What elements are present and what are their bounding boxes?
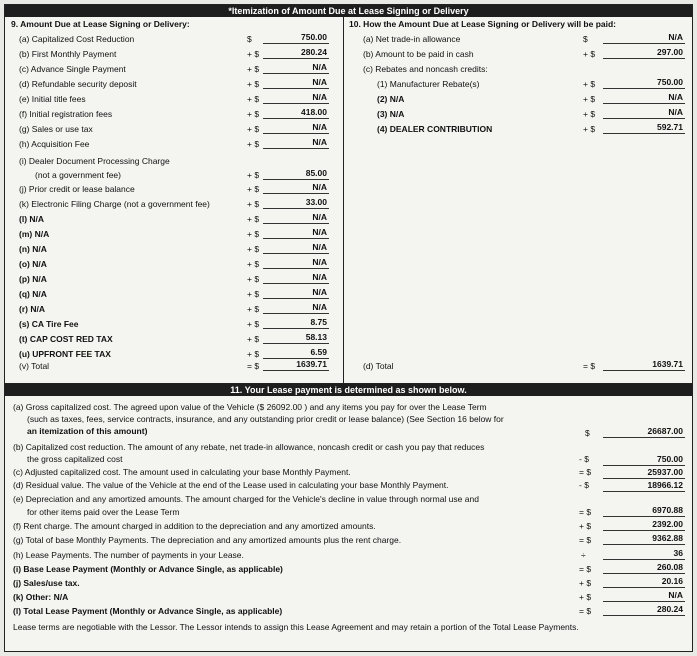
itemization-header <box>5 5 692 17</box>
sec9-row-value: 33.00 <box>305 197 327 207</box>
sec10-row-label: (3) N/A <box>377 109 405 119</box>
s11-g-value: 9362.88 <box>652 533 683 543</box>
s11-b-value: 750.00 <box>657 454 683 464</box>
section10-total-label: (d) Total <box>363 361 394 371</box>
sec10-row-underline <box>603 103 685 104</box>
sec10-row-value: N/A <box>668 107 683 117</box>
sec9-row-underline <box>263 43 329 44</box>
sec9-row-sign: = $ <box>247 361 260 371</box>
sec9-row-label: (g) Sales or use tax <box>19 124 93 134</box>
sec9-row-underline <box>263 73 329 74</box>
sec9-row-underline <box>263 328 329 329</box>
s11-f-sign: + $ <box>579 521 592 531</box>
sec9-row-value: 85.00 <box>305 168 327 178</box>
sec9-row-label: (v) Total <box>19 361 50 371</box>
sec10-row-underline <box>603 88 685 89</box>
s11-d-value: 18966.12 <box>647 480 683 490</box>
s11-d-sign: - $ <box>579 480 589 490</box>
sec9-row-label: (p) N/A <box>19 274 47 284</box>
s11-j-underline <box>603 587 685 588</box>
sec10-row-label: (1) Manufacturer Rebate(s) <box>377 79 480 89</box>
s11-d-line: (d) Residual value. The value of the Vehicle at the end of the Lease used in calculating your base Monthly Payment. <box>13 480 449 490</box>
s11-a-line2: (such as taxes, fees, service contracts, insurance, and any outstanding prior credit or lease balance) (See Section 16 below for <box>27 414 504 424</box>
sec9-row-label: (a) Capitalized Cost Reduction <box>19 34 135 44</box>
sec9-row-sign: + $ <box>247 124 260 134</box>
sec9-row-sign: + $ <box>247 184 260 194</box>
sec9-row-value: N/A <box>312 182 327 192</box>
sec9-row-sign: + $ <box>247 199 260 209</box>
s11-i-sign: = $ <box>579 564 592 574</box>
sec9-row-value: N/A <box>312 242 327 252</box>
sec9-row-label: (r) N/A <box>19 304 45 314</box>
s11-l-line: (l) Total Lease Payment (Monthly or Advance Single, as applicable) <box>13 606 283 616</box>
sec9-row-label: (k) Electronic Filing Charge (not a government fee) <box>19 199 210 209</box>
sec10-row-sign: + $ <box>583 94 596 104</box>
s11-c-underline <box>603 478 685 479</box>
sec9-row-value: N/A <box>312 62 327 72</box>
s11-l-underline <box>603 615 685 616</box>
sec9-row-underline <box>263 343 329 344</box>
s11-a-line1: (a) Gross capitalized cost. The agreed upon value of the Vehicle ($ 26092.00 ) and any items you pay for over the Lease Term <box>13 402 487 412</box>
sec9-row-sign: + $ <box>247 229 260 239</box>
sec10-row-label: (b) Amount to be paid in cash <box>363 49 474 59</box>
sec9-row-sign: + $ <box>247 319 260 329</box>
sec10-row-label: (c) Rebates and noncash credits: <box>363 64 488 74</box>
sec9-row-value: 280.24 <box>301 47 327 57</box>
sec9-row-sign: + $ <box>247 139 260 149</box>
s11-i-value: 260.08 <box>657 562 683 572</box>
s11-j-value: 20.16 <box>661 576 683 586</box>
sec9-row-sign: + $ <box>247 349 260 359</box>
sec9-row-value: N/A <box>312 212 327 222</box>
s11-c-sign: = $ <box>579 467 592 477</box>
sec9-row-label: (j) Prior credit or lease balance <box>19 184 135 194</box>
s11-g-sign: = $ <box>579 535 592 545</box>
s11-e-line1: (e) Depreciation and any amortized amounts. The amount charged for the Vehicle's decline in value through normal use and <box>13 494 479 504</box>
sec9-row-label: (d) Refundable security deposit <box>19 79 137 89</box>
s11-e-sign: = $ <box>579 507 592 517</box>
sec10-row-sign: + $ <box>583 49 596 59</box>
sec10-row-value: 297.00 <box>657 47 683 57</box>
sec10-row-value: 592.71 <box>657 122 683 132</box>
sec9-row-value: N/A <box>312 302 327 312</box>
s11-a-value: 26687.00 <box>647 426 683 436</box>
sec9-row-underline <box>263 268 329 269</box>
sec9-row-label: (m) N/A <box>19 229 50 239</box>
s11-a-underline <box>603 437 685 438</box>
s11-a-sign: $ <box>585 428 590 438</box>
sec10-row-label: (a) Net trade-in allowance <box>363 34 461 44</box>
sec10-row-value: N/A <box>668 32 683 42</box>
sec9-row-sign: + $ <box>247 64 260 74</box>
s11-k-sign: + $ <box>579 592 592 602</box>
s11-e-value: 6970.88 <box>652 505 683 515</box>
section10-total-sign: = $ <box>583 361 596 371</box>
sec10-row-sign: + $ <box>583 124 596 134</box>
s11-f-value: 2392.00 <box>652 519 683 529</box>
sec9-row-underline <box>263 88 329 89</box>
sec10-row-underline <box>603 58 685 59</box>
section11-title: 11. Your Lease payment is determined as shown below. <box>230 385 467 395</box>
sec9-row-sign: + $ <box>247 79 260 89</box>
lease-form <box>4 4 693 652</box>
s11-h-sign: ÷ <box>581 550 586 560</box>
s11-h-value: 36 <box>673 548 683 558</box>
sec9-row-value: N/A <box>312 137 327 147</box>
section10-total-value: 1639.71 <box>652 359 683 369</box>
sec9-row-label: (u) UPFRONT FEE TAX <box>19 349 111 359</box>
sec9-row-label: (i) Dealer Document Processing Charge <box>19 156 170 166</box>
sec9-row-label: (h) Acquisition Fee <box>19 139 90 149</box>
sec9-row-sign: + $ <box>247 94 260 104</box>
sec9-row-label: (s) CA Tire Fee <box>19 319 79 329</box>
s11-l-sign: = $ <box>579 606 592 616</box>
sec9-row-sign: + $ <box>247 49 260 59</box>
sec9-row-underline <box>263 370 329 371</box>
sec9-row-underline <box>263 103 329 104</box>
section11-header <box>5 384 692 396</box>
sec9-row-value: N/A <box>312 92 327 102</box>
s11-f-underline <box>603 530 685 531</box>
section10-title: 10. How the Amount Due at Lease Signing or Delivery will be paid: <box>349 19 617 29</box>
s11-h-line: (h) Lease Payments. The number of payments in your Lease. <box>13 550 244 560</box>
sec10-row-sign: + $ <box>583 79 596 89</box>
sec9-row-label: (c) Advance Single Payment <box>19 64 126 74</box>
s11-k-value: N/A <box>668 590 683 600</box>
s11-c-value: 25937.00 <box>647 467 683 477</box>
s11-g-line: (g) Total of base Monthly Payments. The depreciation and any amortized amounts plus the rent charge. <box>13 535 402 545</box>
sec9-row-label: (l) N/A <box>19 214 45 224</box>
sec10-row-label: (4) DEALER CONTRIBUTION <box>377 124 493 134</box>
sec9-row-label: (o) N/A <box>19 259 47 269</box>
s11-a-line3: an itemization of this amount) <box>27 426 148 436</box>
sec9-row-underline <box>263 133 329 134</box>
sec9-row-sign: + $ <box>247 274 260 284</box>
sec9-row-underline <box>263 193 329 194</box>
sec9-row-label: (f) Initial registration fees <box>19 109 113 119</box>
sec9-row-value: N/A <box>312 77 327 87</box>
sec9-row-label: (e) Initial title fees <box>19 94 86 104</box>
sec9-row-underline <box>263 238 329 239</box>
s11-j-sign: + $ <box>579 578 592 588</box>
s11-c-line: (c) Adjusted capitalized cost. The amount used in calculating your base Monthly Payment. <box>13 467 351 477</box>
s11-h-underline <box>603 559 685 560</box>
sec10-row-sign: + $ <box>583 109 596 119</box>
sec10-row-underline <box>603 133 685 134</box>
sec9-row-value: N/A <box>312 272 327 282</box>
sec9-row-value: 8.75 <box>310 317 327 327</box>
s11-b-sign: - $ <box>579 454 589 464</box>
s11-k-underline <box>603 601 685 602</box>
section10-total-underline <box>603 370 685 371</box>
sec9-row-underline <box>263 298 329 299</box>
s11-d-underline <box>603 491 685 492</box>
sec9-row-label: (q) N/A <box>19 289 47 299</box>
sec9-row-sign: + $ <box>247 259 260 269</box>
s11-i-underline <box>603 573 685 574</box>
sec9-row-value: N/A <box>312 122 327 132</box>
sec9-row-underline <box>263 253 329 254</box>
sec10-row-value: 750.00 <box>657 77 683 87</box>
sec10-row-underline <box>603 118 685 119</box>
sec9-row-sign: + $ <box>247 304 260 314</box>
sec9-row-underline <box>263 148 329 149</box>
s11-e-underline <box>603 516 685 517</box>
sec9-row-underline <box>263 208 329 209</box>
sec10-row-value: N/A <box>668 92 683 102</box>
sec9-row-value: 750.00 <box>301 32 327 42</box>
itemization-title: *Itemization of Amount Due at Lease Signing or Delivery <box>228 6 469 16</box>
s11-j-line: (j) Sales/use tax. <box>13 578 80 588</box>
sec9-row-underline <box>263 58 329 59</box>
sec9-row-sign: $ <box>247 34 252 44</box>
s11-i-line: (i) Base Lease Payment (Monthly or Advance Single, as applicable) <box>13 564 283 574</box>
s11-footer: Lease terms are negotiable with the Lessor. The Lessor intends to assign this Lease Agreement and may retain a portion of the Total Lease Payments. <box>13 622 579 632</box>
sec9-row-value: 418.00 <box>301 107 327 117</box>
s11-b-line2: the gross capitalized cost <box>27 454 123 464</box>
sec9-row-value: 58.13 <box>305 332 327 342</box>
s11-k-line: (k) Other: N/A <box>13 592 69 602</box>
s11-e-line2: for other items paid over the Lease Term <box>27 507 180 517</box>
sec9-row-underline <box>263 223 329 224</box>
s11-f-line: (f) Rent charge. The amount charged in addition to the depreciation and any amortized amounts. <box>13 521 376 531</box>
s11-g-underline <box>603 544 685 545</box>
sec9-row-label: (not a government fee) <box>35 170 121 180</box>
sec9-row-sign: + $ <box>247 244 260 254</box>
sec9-row-sign: + $ <box>247 334 260 344</box>
s11-b-line1: (b) Capitalized cost reduction. The amount of any rebate, net trade-in allowance, noncash credit or cash you pay that reduces <box>13 442 485 452</box>
sec9-row-value: 1639.71 <box>296 359 327 369</box>
sec10-row-label: (2) N/A <box>377 94 405 104</box>
sec9-row-label: (t) CAP COST RED TAX <box>19 334 113 344</box>
sec9-row-sign: + $ <box>247 109 260 119</box>
sec9-row-label: (n) N/A <box>19 244 47 254</box>
sec10-row-sign: $ <box>583 34 588 44</box>
sec9-row-value: N/A <box>312 287 327 297</box>
s11-b-underline <box>603 465 685 466</box>
sec9-row-sign: + $ <box>247 170 260 180</box>
sec9-row-value: 6.59 <box>310 347 327 357</box>
s11-l-value: 280.24 <box>657 604 683 614</box>
sec9-row-underline <box>263 283 329 284</box>
sec9-row-value: N/A <box>312 227 327 237</box>
sec9-row-value: N/A <box>312 257 327 267</box>
sec9-row-sign: + $ <box>247 214 260 224</box>
section-divider <box>343 17 344 383</box>
sec9-row-underline <box>263 118 329 119</box>
section9-title: 9. Amount Due at Lease Signing or Delivery: <box>11 19 190 29</box>
sec9-row-label: (b) First Monthly Payment <box>19 49 117 59</box>
sec10-row-underline <box>603 43 685 44</box>
sec9-row-underline <box>263 313 329 314</box>
sec9-row-underline <box>263 179 329 180</box>
sec9-row-sign: + $ <box>247 289 260 299</box>
